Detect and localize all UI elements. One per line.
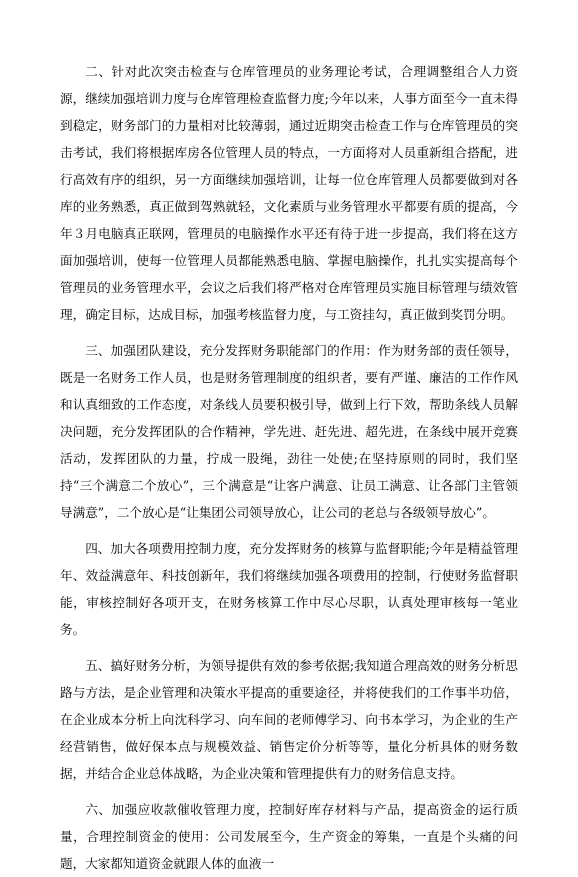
paragraph-5: 五、搞好财务分析，为领导提供有效的参考依据;我知道合理高效的财务分析思路与方法，是企业管理和决策水平提高的重要途径，并将使我们的工作事半功倍，在企业成本分析上向沈科学习、向车间的老师傅学习、向书本学习，为企业的生产经营销售，做好保本点与规模效益、销售定价分析等等，量化分析具体的财务数据，并结合企业总体战略，为企业决策和管理提供有力的财务信息支持。 bbox=[60, 658, 518, 781]
paragraph-2: 二、针对此次突击检查与仓库管理员的业务理论考试，合理调整组合人力资源，继续加强培训力度与仓库管理检查监督力度;今年以来，人事方面至今一直未得到稳定，财务部门的力量相对比较薄弱，通过近期突击检查工作与仓库管理员的突击考试，我们将根据库房各位管理人员的特点，一方面将对人员重新组合搭配，进行高效有序的组织，另一方面继续加强培训，让每一位仓库管理人员都要做到对各库的业务熟悉，真正做到驾熟就轻，文化素质与业务管理水平都要有质的提高，今年３月电脑真正联网，管理员的电脑操作水平还有待于进一步提高，我们将在这方面加强培训，使每一位管理人员都能熟悉电脑、掌握电脑操作，扎扎实实提高每个管理员的业务管理水平，会议之后我们将严格对仓库管理员实施目标管理与绩效管理，确定目标，达成目标，加强考核监督力度，与工资挂勾，真正做到奖罚分明。 bbox=[60, 64, 518, 322]
paragraph-3: 三、加强团队建设，充分发挥财务职能部门的作用：作为财务部的责任领导，既是一名财务工作人员，也是财务管理制度的组织者，要有严谨、廉洁的工作作风和认真细致的工作态度，对条线人员要积极引导，做到上行下效，帮助条线人员解决问题，充分发挥团队的合作精神，学先进、赶先进、超先进，在条线中展开竞赛活动，发挥团队的力量，拧成一股绳，劲往一处使;在坚持原则的同时，我们坚持“三个满意二个放心”，三个满意是“让客户满意、让员工满意、让各部门主管领导满意”，二个放心是“让集团公司领导放心，让公司的老总与各级领导放心”。 bbox=[60, 343, 518, 520]
paragraph-4: 四、加大各项费用控制力度，充分发挥财务的核算与监督职能;今年是精益管理年、效益满意年、科技创新年，我们将继续加强各项费用的控制，行使财务监督职能，审核控制好各项开支，在财务核算工作中尽心尽职，认真处理审核每一笔业务。 bbox=[60, 541, 518, 637]
paragraph-6: 六、加强应收款催收管理力度，控制好库存材料与产品，提高资金的运行质量，合理控制资金的使用：公司发展至今，生产资金的筹集，一直是个头痛的问题，大家都知道资金就跟人体的血液一 bbox=[60, 802, 518, 871]
